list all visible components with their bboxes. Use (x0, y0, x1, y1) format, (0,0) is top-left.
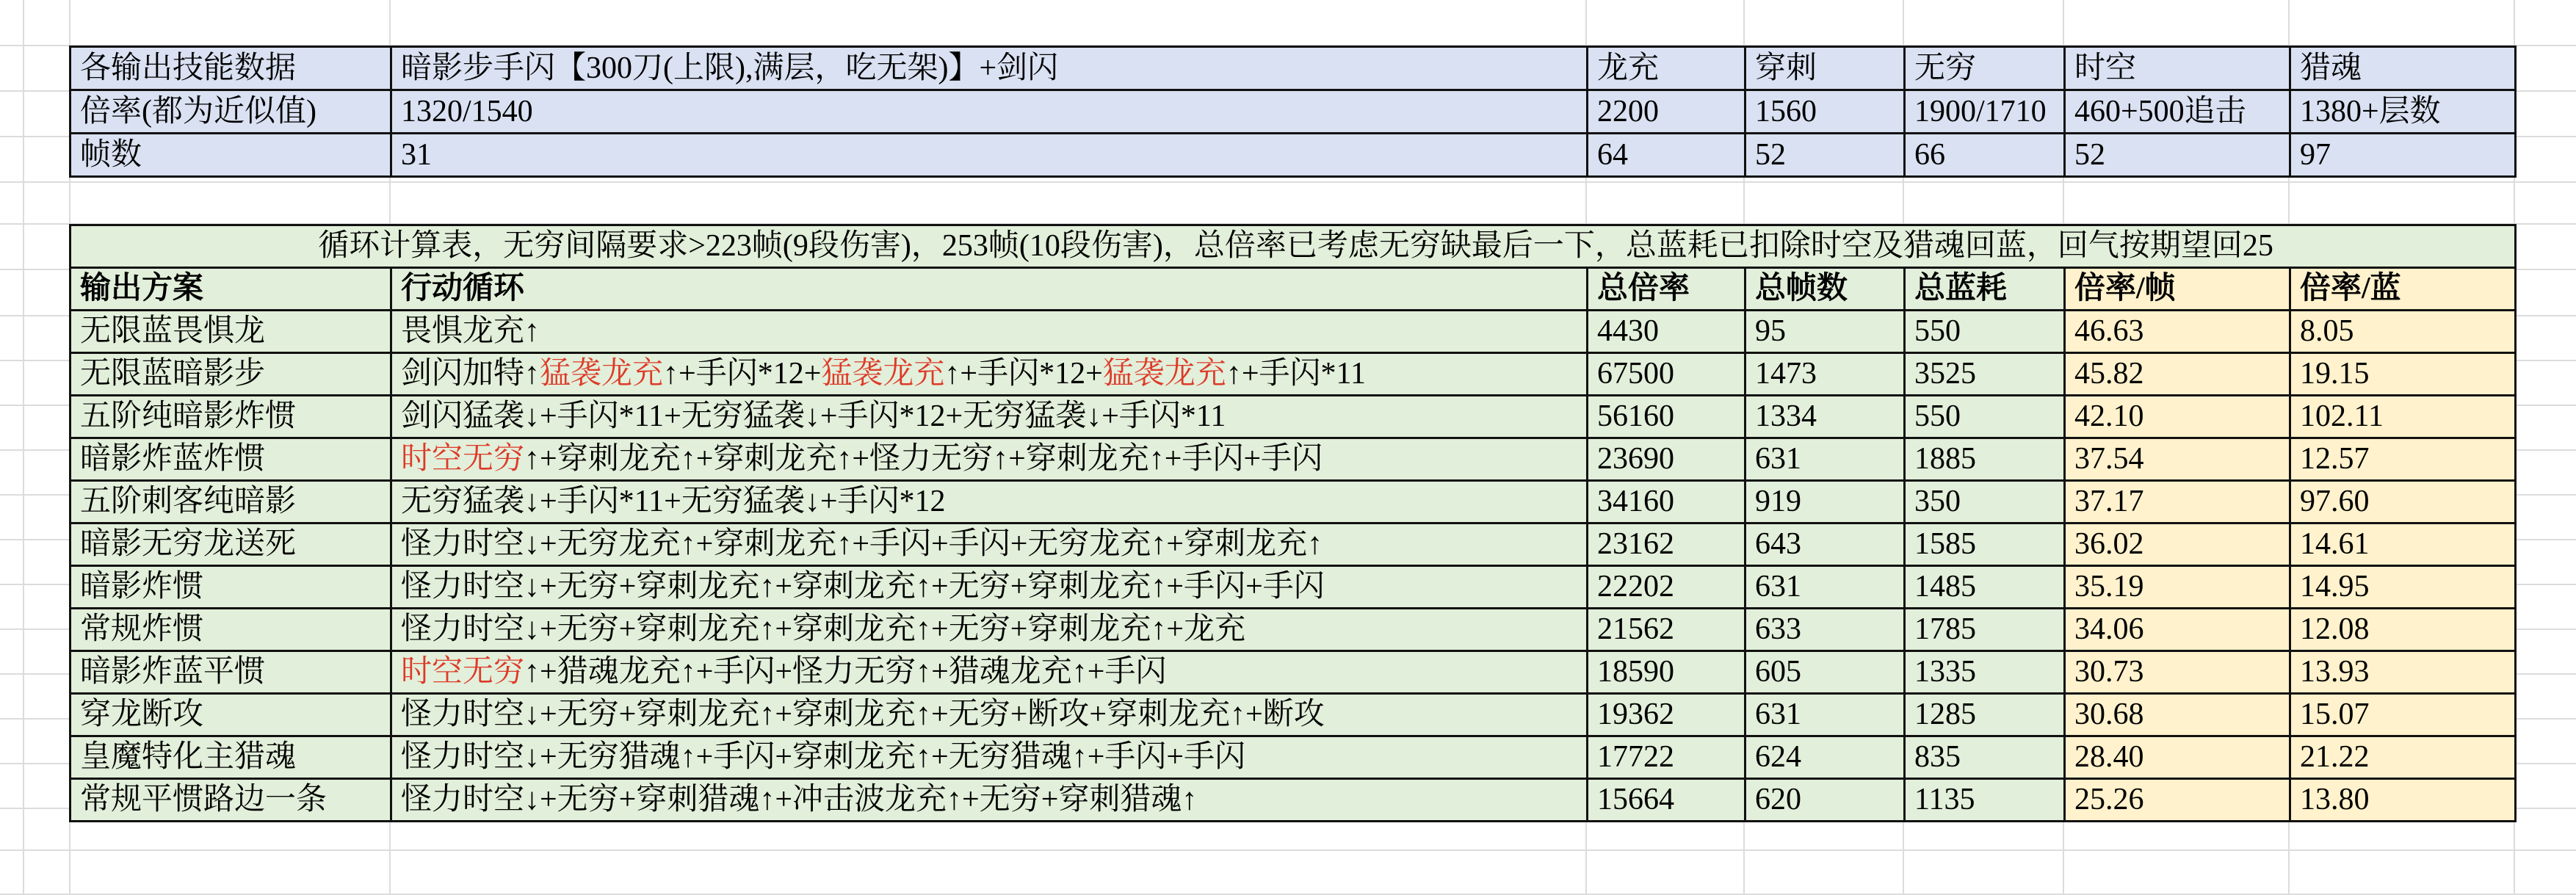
cell-total-rate[interactable]: 23162 (1588, 523, 1745, 566)
cell-plan[interactable]: 暗影无穷龙送死 (70, 523, 391, 566)
cell-plan[interactable]: 常规平惯路边一条 (70, 779, 391, 822)
cycle-table-header-row (70, 268, 2516, 311)
cell-frames-label[interactable]: 帧数 (70, 134, 391, 177)
skills-rate-row (70, 90, 2516, 134)
cell-cycle[interactable] (391, 609, 1588, 651)
cell-plan[interactable]: 无限蓝畏惧龙 (70, 311, 391, 353)
skills-header-row (70, 47, 2516, 90)
cycle-segment: 怪力时空↓+无穷猎魂↑+手闪+穿刺龙充↑+无穷猎魂↑+手闪+手闪 (401, 740, 1246, 774)
cycle-segment-red: 时空无穷 (401, 442, 525, 476)
cell-total-rate[interactable]: 56160 (1588, 396, 1745, 438)
cell-rate-value[interactable]: 1900/1710 (1905, 90, 2065, 134)
cell-rate-per-mana[interactable]: 14.95 (2290, 566, 2516, 609)
cell-cycle[interactable] (391, 651, 1588, 694)
col-header-total-mana[interactable]: 总蓝耗 (1905, 268, 2065, 311)
cell-total-mana[interactable]: 835 (1905, 736, 2065, 779)
cell-rate-per-frame[interactable]: 35.19 (2065, 566, 2290, 609)
cycle-segment: ↑+猎魂龙充↑+手闪+怪力无穷↑+猎魂龙充↑+手闪 (524, 655, 1167, 689)
cell-total-rate[interactable]: 19362 (1588, 694, 1745, 736)
cycle-segment: ↑+穿刺龙充↑+穿刺龙充↑+怪力无穷↑+穿刺龙充↑+手闪+手闪 (524, 442, 1323, 476)
cell-total-rate[interactable]: 23690 (1588, 438, 1745, 481)
cycle-segment: 畏惧龙充↑ (401, 314, 540, 348)
cell-total-frames[interactable]: 631 (1745, 438, 1905, 481)
cycle-segment-red: 猛袭龙充 (540, 357, 664, 391)
cycle-segment-red: 猛袭龙充 (1102, 357, 1226, 391)
gridline-horizontal (0, 181, 2576, 183)
cell-total-mana[interactable]: 350 (1905, 481, 2065, 523)
table-row (70, 311, 2516, 353)
cell-rate-per-frame[interactable]: 45.82 (2065, 353, 2290, 396)
cycle-segment: ↑+手闪*12+ (944, 357, 1103, 391)
cell-total-rate[interactable]: 21562 (1588, 609, 1745, 651)
cell-rate-per-frame[interactable]: 30.68 (2065, 694, 2290, 736)
cell-frames-value[interactable]: 97 (2290, 134, 2516, 177)
cell-rate-per-frame[interactable]: 42.10 (2065, 396, 2290, 438)
cycle-segment: 剑闪加特↑ (401, 357, 540, 391)
cell-total-rate[interactable]: 34160 (1588, 481, 1745, 523)
cell-plan[interactable]: 五阶纯暗影炸惯 (70, 396, 391, 438)
cell-total-frames[interactable]: 631 (1745, 694, 1905, 736)
cell-plan[interactable]: 暗影炸蓝炸惯 (70, 438, 391, 481)
cycle-segment: 怪力时空↓+无穷+穿刺龙充↑+穿刺龙充↑+无穷+穿刺龙充↑+龙充 (401, 612, 1246, 646)
cell-rate-per-mana[interactable]: 97.60 (2290, 481, 2516, 523)
table-row (70, 396, 2516, 438)
cell-cycle[interactable] (391, 353, 1588, 396)
cell-rate-per-mana[interactable]: 12.57 (2290, 438, 2516, 481)
cell-rate-value[interactable]: 1380+层数 (2290, 90, 2516, 134)
table-row (70, 353, 2516, 396)
cell-plan[interactable]: 皇魔特化主猎魂 (70, 736, 391, 779)
cell-rate-per-mana[interactable]: 19.15 (2290, 353, 2516, 396)
table-row (70, 779, 2516, 822)
cell-total-frames[interactable]: 605 (1745, 651, 1905, 694)
cell-cycle[interactable] (391, 396, 1588, 438)
cell-total-rate[interactable]: 67500 (1588, 353, 1745, 396)
skills-data-table (69, 46, 2517, 178)
cell-cycle[interactable] (391, 736, 1588, 779)
cell-total-mana[interactable]: 1285 (1905, 694, 2065, 736)
cell-total-mana[interactable]: 550 (1905, 396, 2065, 438)
cell-frames-value[interactable]: 66 (1905, 134, 2065, 177)
cell-total-mana[interactable]: 550 (1905, 311, 2065, 353)
cell-rate-label[interactable]: 倍率(都为近似值) (70, 90, 391, 134)
cycle-segment: ↑+手闪*11 (1226, 357, 1366, 391)
cycle-segment: 怪力时空↓+无穷+穿刺龙充↑+穿刺龙充↑+无穷+穿刺龙充↑+手闪+手闪 (401, 570, 1325, 604)
cell-rate-per-frame[interactable]: 46.63 (2065, 311, 2290, 353)
table-row (70, 651, 2516, 694)
cell-rate-per-mana[interactable]: 8.05 (2290, 311, 2516, 353)
cell-cycle[interactable] (391, 566, 1588, 609)
cell-skill-name[interactable]: 龙充 (1588, 47, 1745, 90)
cell-total-mana[interactable]: 1585 (1905, 523, 2065, 566)
cell-cycle[interactable] (391, 481, 1588, 523)
cell-total-frames[interactable]: 1334 (1745, 396, 1905, 438)
cell-rate-value[interactable]: 1560 (1745, 90, 1905, 134)
cell-skill-name[interactable]: 穿刺 (1745, 47, 1905, 90)
cell-total-mana[interactable]: 1885 (1905, 438, 2065, 481)
col-header-cycle[interactable]: 行动循环 (391, 268, 1588, 311)
cell-cycle[interactable] (391, 438, 1588, 481)
cell-plan[interactable]: 暗影炸惯 (70, 566, 391, 609)
cell-cycle[interactable] (391, 311, 1588, 353)
cell-total-mana[interactable]: 1135 (1905, 779, 2065, 822)
cell-total-frames[interactable]: 1473 (1745, 353, 1905, 396)
cell-total-frames[interactable]: 631 (1745, 566, 1905, 609)
cell-total-mana[interactable]: 3525 (1905, 353, 2065, 396)
cycle-table-title[interactable]: 循环计算表，无穷间隔要求>223帧(9段伤害)，253帧(10段伤害)，总倍率已考虑无穷缺最后一下，总蓝耗已扣除时空及猎魂回蓝，回气按期望回25 (70, 225, 2516, 268)
cell-frames-value[interactable]: 52 (2065, 134, 2290, 177)
col-header-total-frames[interactable]: 总帧数 (1745, 268, 1905, 311)
table-row (70, 523, 2516, 566)
cell-rate-per-mana[interactable]: 13.80 (2290, 779, 2516, 822)
cell-rate-per-frame[interactable]: 37.17 (2065, 481, 2290, 523)
cell-frames-value[interactable]: 52 (1745, 134, 1905, 177)
cell-rate-per-frame[interactable]: 34.06 (2065, 609, 2290, 651)
cell-rate-per-mana[interactable]: 13.93 (2290, 651, 2516, 694)
table-row (70, 609, 2516, 651)
cell-total-frames[interactable]: 643 (1745, 523, 1905, 566)
cell-total-mana[interactable]: 1485 (1905, 566, 2065, 609)
cell-rate-per-mana[interactable]: 15.07 (2290, 694, 2516, 736)
cell-total-rate[interactable]: 15664 (1588, 779, 1745, 822)
cell-rate-per-mana[interactable]: 21.22 (2290, 736, 2516, 779)
cell-plan[interactable]: 无限蓝暗影步 (70, 353, 391, 396)
cell-total-frames[interactable]: 620 (1745, 779, 1905, 822)
cell-total-rate[interactable]: 18590 (1588, 651, 1745, 694)
cycle-calc-table (69, 224, 2517, 822)
cell-rate-main[interactable]: 1320/1540 (391, 90, 1588, 134)
cell-skills-label[interactable]: 各输出技能数据 (70, 47, 391, 90)
table-row (70, 438, 2516, 481)
cell-total-frames[interactable]: 95 (1745, 311, 1905, 353)
cell-total-frames[interactable]: 624 (1745, 736, 1905, 779)
cycle-segment: ↑+手闪*12+ (663, 357, 822, 391)
cell-total-frames[interactable]: 919 (1745, 481, 1905, 523)
cell-rate-per-frame[interactable]: 37.54 (2065, 438, 2290, 481)
cycle-segment-red: 猛袭龙充 (821, 357, 945, 391)
cell-skills-main[interactable]: 暗影步手闪【300刀(上限),满层，吃无架)】+剑闪 (391, 47, 1588, 90)
gridline-horizontal (0, 849, 2576, 851)
cell-cycle[interactable] (391, 694, 1588, 736)
cell-cycle[interactable] (391, 779, 1588, 822)
cell-total-mana[interactable]: 1785 (1905, 609, 2065, 651)
col-header-plan[interactable]: 输出方案 (70, 268, 391, 311)
cell-skill-name[interactable]: 猎魂 (2290, 47, 2516, 90)
col-header-rate-per-mana[interactable]: 倍率/蓝 (2290, 268, 2516, 311)
cell-cycle[interactable] (391, 523, 1588, 566)
cell-total-frames[interactable]: 633 (1745, 609, 1905, 651)
cell-rate-per-frame[interactable]: 28.40 (2065, 736, 2290, 779)
cycle-segment: 剑闪猛袭↓+手闪*11+无穷猛袭↓+手闪*12+无穷猛袭↓+手闪*11 (401, 399, 1226, 433)
cell-plan[interactable]: 暗影炸蓝平惯 (70, 651, 391, 694)
gridline-vertical (23, 0, 24, 895)
cell-skill-name[interactable]: 时空 (2065, 47, 2290, 90)
cell-skill-name[interactable]: 无穷 (1905, 47, 2065, 90)
skills-frames-row (70, 134, 2516, 177)
cycle-segment: 怪力时空↓+无穷+穿刺龙充↑+穿刺龙充↑+无穷+断攻+穿刺龙充↑+断攻 (401, 697, 1325, 731)
cell-total-rate[interactable]: 22202 (1588, 566, 1745, 609)
cell-rate-per-frame[interactable]: 36.02 (2065, 523, 2290, 566)
cell-rate-per-frame[interactable]: 25.26 (2065, 779, 2290, 822)
cell-rate-per-mana[interactable]: 12.08 (2290, 609, 2516, 651)
cell-plan[interactable]: 五阶刺客纯暗影 (70, 481, 391, 523)
cell-plan[interactable]: 穿龙断攻 (70, 694, 391, 736)
table-row (70, 566, 2516, 609)
cell-total-mana[interactable]: 1335 (1905, 651, 2065, 694)
col-header-total-rate[interactable]: 总倍率 (1588, 268, 1745, 311)
cell-frames-value[interactable]: 64 (1588, 134, 1745, 177)
col-header-rate-per-frame[interactable]: 倍率/帧 (2065, 268, 2290, 311)
cycle-table-title-row (70, 225, 2516, 268)
cell-rate-per-mana[interactable]: 14.61 (2290, 523, 2516, 566)
cell-plan[interactable]: 常规炸惯 (70, 609, 391, 651)
table-row (70, 736, 2516, 779)
cell-frames-main[interactable]: 31 (391, 134, 1588, 177)
cycle-segment: 怪力时空↓+无穷龙充↑+穿刺龙充↑+手闪+手闪+无穷龙充↑+穿刺龙充↑ (401, 527, 1323, 561)
cell-total-rate[interactable]: 17722 (1588, 736, 1745, 779)
cell-rate-value[interactable]: 2200 (1588, 90, 1745, 134)
cell-total-rate[interactable]: 4430 (1588, 311, 1745, 353)
cycle-segment: 怪力时空↓+无穷+穿刺猎魂↑+冲击波龙充↑+无穷+穿刺猎魂↑ (401, 783, 1198, 816)
cell-rate-value[interactable]: 460+500追击 (2065, 90, 2290, 134)
cell-rate-per-mana[interactable]: 102.11 (2290, 396, 2516, 438)
cycle-segment: 无穷猛袭↓+手闪*11+无穷猛袭↓+手闪*12 (401, 485, 946, 518)
table-row (70, 481, 2516, 523)
cycle-segment-red: 时空无穷 (401, 655, 525, 689)
table-row (70, 694, 2516, 736)
cell-rate-per-frame[interactable]: 30.73 (2065, 651, 2290, 694)
